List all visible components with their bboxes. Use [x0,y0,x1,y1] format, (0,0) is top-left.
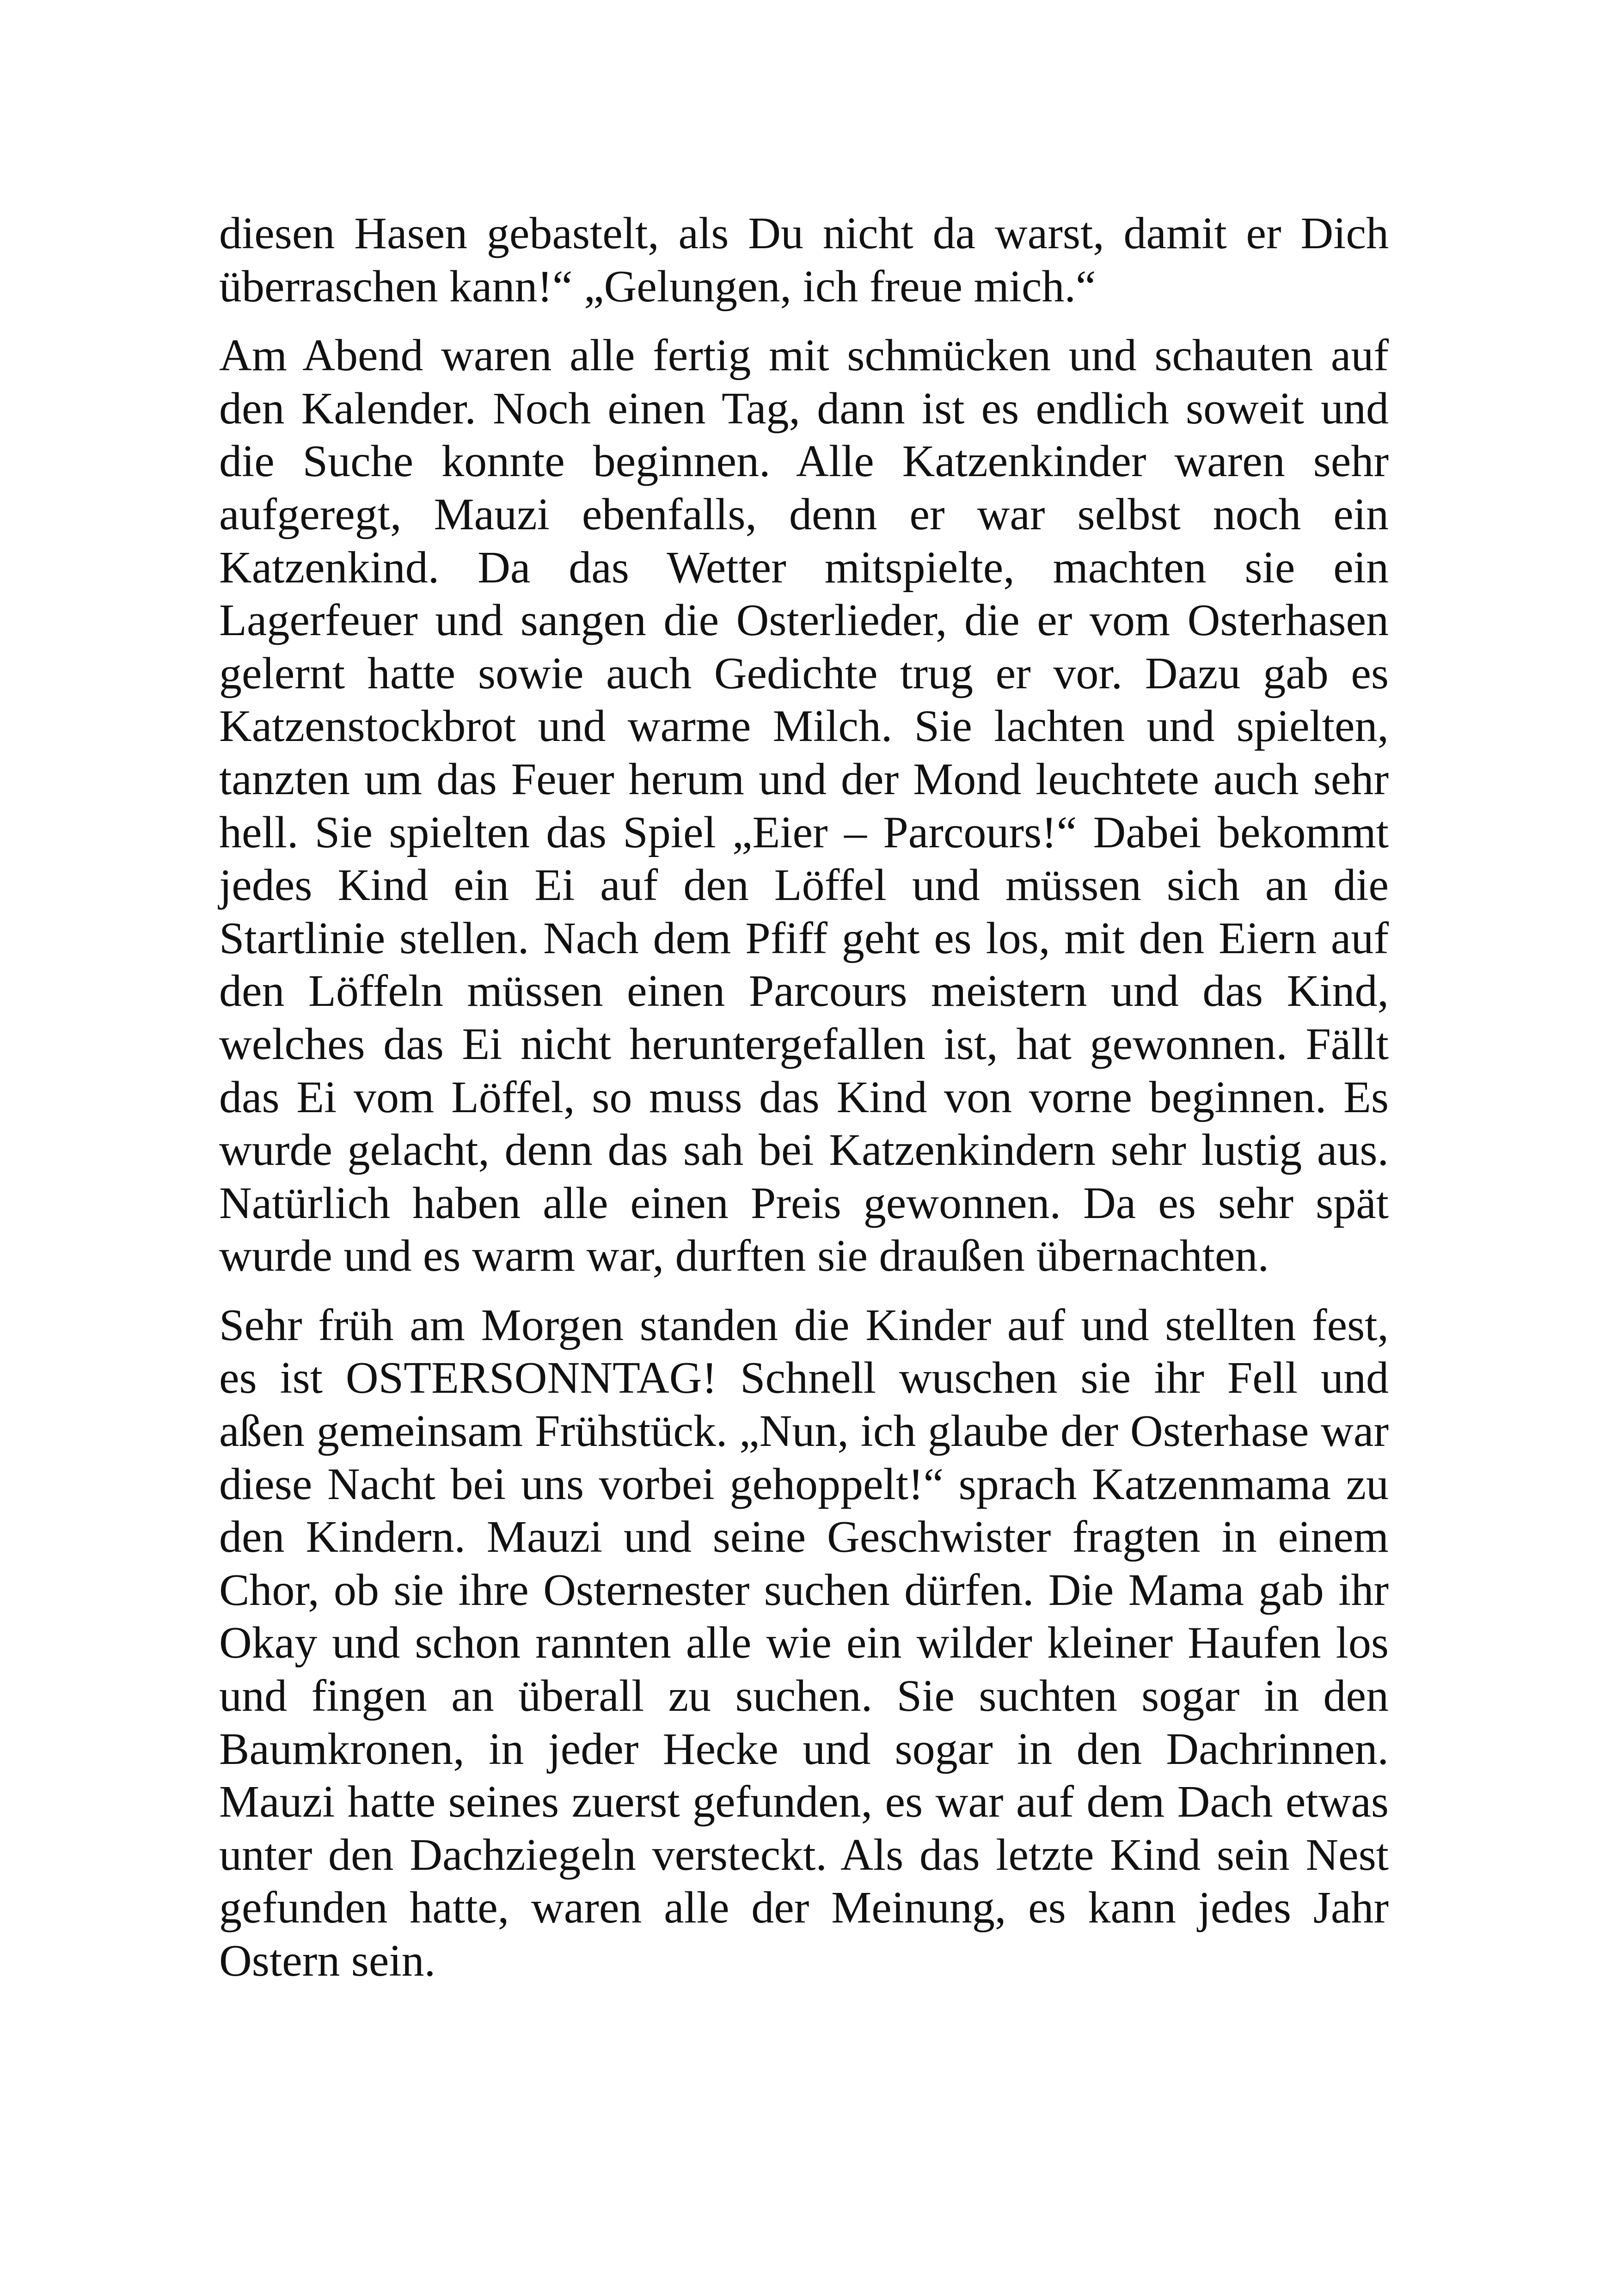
paragraph-easter-sunday: Sehr früh am Morgen standen die Kinder auf und stellten fest, es ist OSTERSONNTAG! Schnell wuschen sie ihr Fell und aßen gemeinsam Frühstück. „Nun, ich glaube der Osterhase war diese Nacht bei uns vorbei gehoppelt!“ sprach Katzenmama zu den Kindern. Mauzi und seine Geschwister fragten in einem Chor, ob sie ihre Osternester suchen dürfen. Die Mama gab ihr Okay und schon rannten alle wie ein wilder kleiner Haufen los und fingen an überall zu suchen. Sie suchten sogar in den Baumkronen, in jeder Hecke und sogar in den Dachrinnen. Mauzi hatte seines zuerst gefunden, es war auf dem Dach etwas unter den Dachziegeln versteckt. Als das letzte Kind sein Nest gefunden hatte, waren alle der Meinung, es kann jedes Jahr Ostern sein. [219,1300,1389,1986]
paragraph-continuation: diesen Hasen gebastelt, als Du nicht da warst, damit er Dich überraschen kann!“ „Gelungen, ich freue mich.“ [219,208,1389,312]
story-text [219,207,1389,2004]
paragraph-evening: Am Abend waren alle fertig mit schmücken und schauten auf den Kalender. Noch einen Tag, dann ist es endlich soweit und die Suche konnte beginnen. Alle Katzenkinder waren sehr aufgeregt, Mauzi ebenfalls, denn er war selbst noch ein Katzenkind. Da das Wetter mitspielte, machten sie ein Lagerfeuer und sangen die Osterlieder, die er vom Osterhasen gelernt hatte sowie auch Gedichte trug er vor. Dazu gab es Katzenstockbrot und warme Milch. Sie lachten und spielten, tanzten um das Feuer herum und der Mond leuchtete auch sehr hell. Sie spielten das Spiel „Eier – Parcours!“ Dabei bekommt jedes Kind ein Ei auf den Löffel und müssen sich an die Startlinie stellen. Nach dem Pfiff geht es los, mit den Eiern auf den Löffeln müssen einen Parcours meistern und das Kind, welches das Ei nicht heruntergefallen ist, hat gewonnen. Fällt das Ei vom Löffel, so muss das Kind von vorne beginnen. Es wurde gelacht, denn das sah bei Katzenkindern sehr lustig aus. Natürlich haben alle einen Preis gewonnen. Da es sehr spät wurde und es warm war, durften sie draußen übernachten. [219,331,1389,1281]
